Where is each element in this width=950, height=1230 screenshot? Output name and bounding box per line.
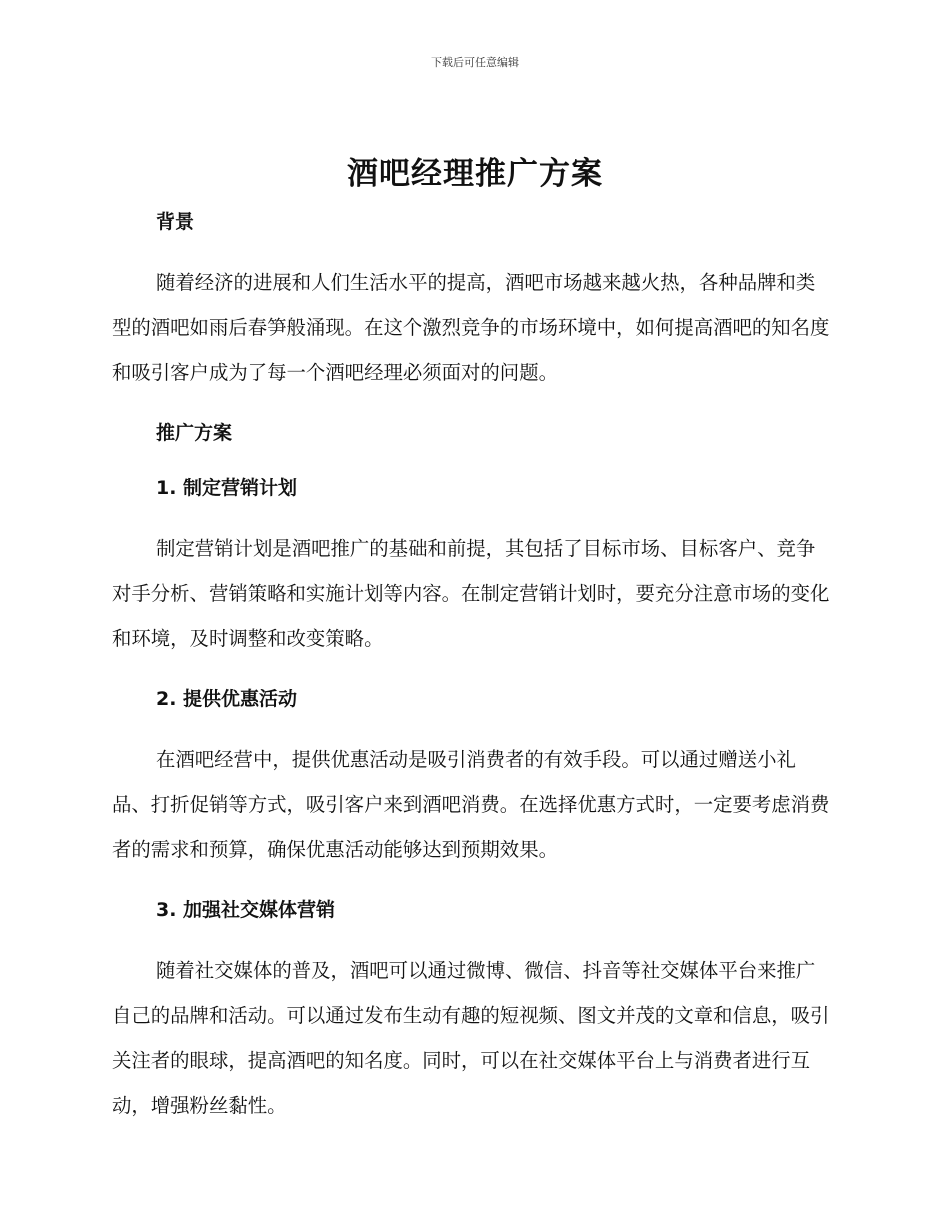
paragraph-background: 随着经济的进展和人们生活水平的提高，酒吧市场越来越火热，各种品牌和类型的酒吧如雨后春笋般涌现。在这个激烈竞争的市场环境中，如何提高酒吧的知名度和吸引客户成为了每一个酒吧经理必须面对的问题。: [112, 271, 830, 384]
section-heading-item1: 1. 制定营销计划: [156, 477, 298, 499]
paragraph-item1: 制定营销计划是酒吧推广的基础和前提，其包括了目标市场、目标客户、竞争对手分析、营销策略和实施计划等内容。在制定营销计划时，要充分注意市场的变化和环境，及时调整和改变策略。: [112, 537, 830, 650]
document-body: [112, 205, 832, 1128]
document-title: 酒吧经理推广方案: [347, 156, 603, 192]
section-heading-plan: 推广方案: [156, 422, 233, 444]
paragraph-item2: 在酒吧经营中，提供优惠活动是吸引消费者的有效手段。可以通过赠送小礼品、打折促销等方式，吸引客户来到酒吧消费。在选择优惠方式时，一定要考虑消费者的需求和预算，确保优惠活动能够达到预期效果。: [112, 748, 830, 861]
section-heading-item2: 2. 提供优惠活动: [156, 688, 298, 710]
section-heading-item3: 3. 加强社交媒体营销: [156, 899, 336, 921]
page-header-note: 下载后可任意编辑: [431, 56, 519, 69]
paragraph-item3: 随着社交媒体的普及，酒吧可以通过微博、微信、抖音等社交媒体平台来推广自己的品牌和活动。可以通过发布生动有趣的短视频、图文并茂的文章和信息，吸引关注者的眼球，提高酒吧的知名度。同时，可以在社交媒体平台上与消费者进行互动，增强粉丝黏性。: [112, 959, 830, 1117]
section-heading-background: 背景: [156, 211, 195, 233]
